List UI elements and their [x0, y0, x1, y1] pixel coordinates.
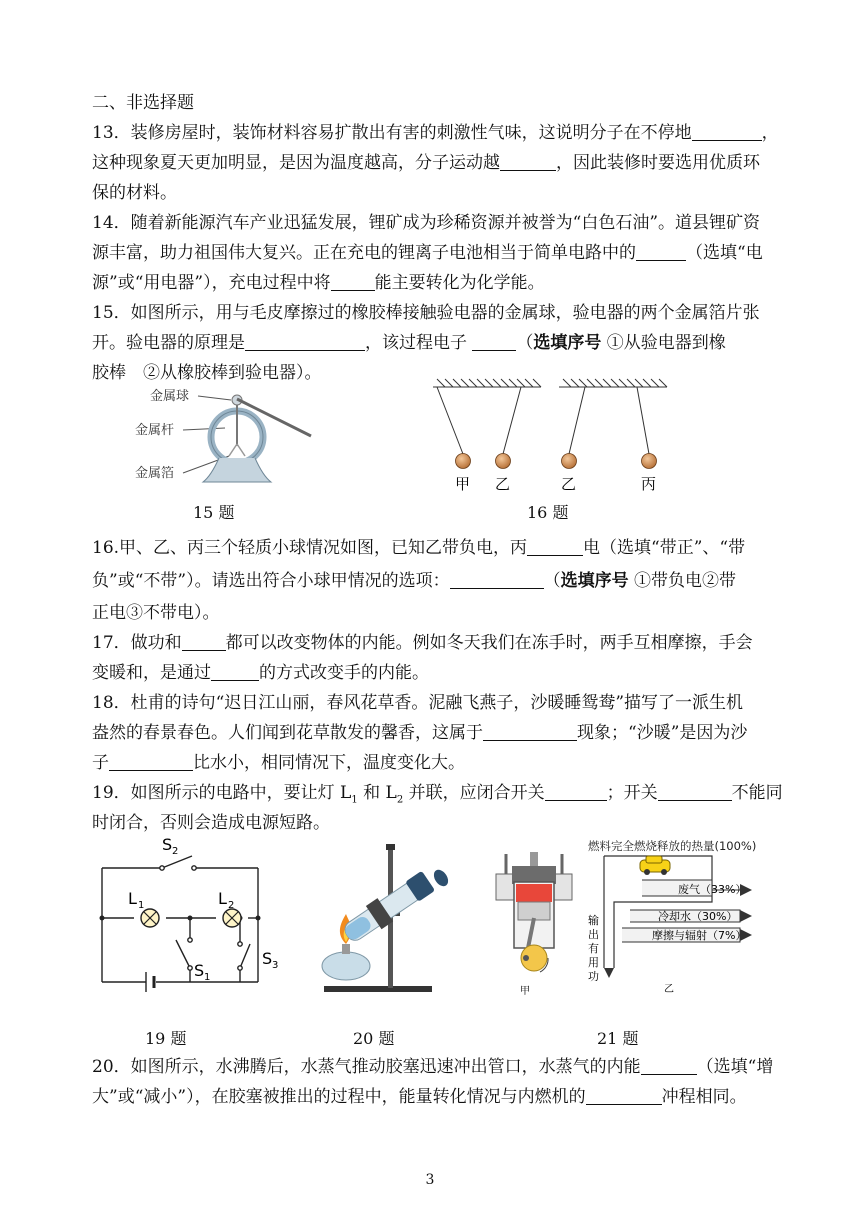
q20-line2: 大”或“减小”），在胶塞被推出的过程中，能量转化情况与内燃机的 冲程相同。 — [92, 1087, 747, 1107]
answer-blank[interactable] — [641, 1056, 697, 1075]
q16-line3: 正电③不带电）。 — [92, 603, 220, 623]
svg-text:乙: 乙 — [664, 984, 674, 995]
svg-text:燃料完全燃烧释放的热量(100%): 燃料完全燃烧释放的热量(100%) — [588, 839, 757, 853]
q17-line1: 17．做功和 都可以改变物体的内能。例如冬天我们在冻手时，两手互相摩擦，手会 — [92, 633, 753, 653]
svg-text:3: 3 — [272, 960, 279, 971]
q16-line2: 负”或“不带”）。请选出符合小球甲情况的选项： （选填序号 ①带负电②带 — [92, 571, 736, 591]
q20-line1: 20．如图所示，水沸腾后，水蒸气推动胶塞迅速冲出管口，水蒸气的内能 （选填“增 — [92, 1057, 774, 1077]
answer-blank[interactable] — [109, 752, 193, 771]
q18-line2: 盎然的春景春色。人们闻到花草散发的馨香，这属于 现象；“沙暖”是因为沙 — [92, 723, 748, 743]
q13-line1: 13．装修房屋时，装饰材料容易扩散出有害的刺激性气味，这说明分子在不停地 ， — [92, 123, 779, 143]
svg-text:金属箔: 金属箔 — [135, 466, 175, 481]
svg-text:有: 有 — [588, 942, 599, 955]
figure-21-engine — [490, 846, 578, 996]
svg-text:金属杆: 金属杆 — [135, 423, 175, 438]
svg-text:S: S — [262, 949, 273, 968]
svg-text:出: 出 — [588, 928, 599, 941]
svg-text:2: 2 — [172, 846, 179, 857]
figure-15-electroscope — [125, 384, 325, 494]
svg-text:乙: 乙 — [495, 475, 511, 493]
answer-blank[interactable] — [245, 332, 365, 351]
answer-blank[interactable] — [500, 152, 556, 171]
svg-text:2: 2 — [228, 900, 235, 911]
answer-blank[interactable] — [211, 662, 259, 681]
section-title: 二、非选择题 — [92, 93, 194, 113]
svg-text:甲: 甲 — [455, 475, 471, 493]
svg-text:1: 1 — [204, 972, 211, 983]
q13-line3: 保的材料。 — [92, 183, 177, 203]
svg-text:L: L — [218, 889, 227, 908]
answer-blank[interactable] — [658, 782, 732, 801]
svg-text:冷却水（30%）: 冷却水（30%） — [658, 910, 738, 923]
q15-line3: 胶棒 ②从橡胶棒到验电器）。 — [92, 363, 322, 383]
svg-text:用: 用 — [588, 956, 599, 969]
q15-line1: 15．如图所示，用与毛皮摩擦过的橡胶棒接触验电器的金属球，验电器的两个金属箔片张 — [92, 303, 760, 323]
svg-text:S: S — [194, 961, 205, 980]
svg-text:丙: 丙 — [641, 475, 657, 493]
page-number: 3 — [425, 1172, 435, 1188]
answer-blank[interactable] — [182, 632, 226, 651]
q15-line2: 开。验电器的原理是 ，该过程电子 （选填序号 ①从验电器到橡 — [92, 333, 726, 353]
svg-text:输: 输 — [588, 914, 599, 927]
caption-20: 20 题 — [353, 1029, 395, 1048]
answer-blank[interactable] — [331, 272, 375, 291]
figure-19-circuit — [90, 828, 290, 1003]
q19-line2: 时闭合，否则会造成电源短路。 — [92, 813, 330, 833]
answer-blank[interactable] — [692, 122, 762, 141]
answer-blank[interactable] — [472, 332, 516, 351]
svg-text:L: L — [128, 889, 137, 908]
q18-line1: 18．杜甫的诗句“迟日江山丽，春风花草香。泥融飞燕子，沙暖睡鸳鸯”描写了一派生机 — [92, 693, 744, 713]
svg-text:甲: 甲 — [520, 986, 530, 996]
q14-line1: 14．随着新能源汽车产业迅猛发展，锂矿成为珍稀资源并被誉为“白色石油”。道县锂矿资 — [92, 213, 761, 233]
q16-line1: 16.甲、乙、丙三个轻质小球情况如图，已知乙带负电，丙 电（选填“带正”、“带 — [92, 538, 746, 558]
caption-21: 21 题 — [597, 1029, 639, 1048]
q14-line2: 源丰富，助力祖国伟大复兴。正在充电的锂离子电池相当于简单电路中的 （选填“电 — [92, 243, 763, 263]
q19-line1: 19．如图所示的电路中，要让灯 $L_1$ 和 $L_2$ 并联，应闭合开关 ；开关 不能同 — [92, 783, 783, 806]
figure-21-energy-flow — [580, 832, 770, 1000]
figure-20-boiling-tube — [312, 840, 452, 1002]
answer-blank[interactable] — [527, 537, 583, 556]
answer-blank[interactable] — [586, 1086, 662, 1105]
caption-19: 19 题 — [145, 1029, 187, 1048]
svg-text:废气（33%）: 废气（33%） — [678, 883, 747, 896]
q14-line3: 源”或“用电器”），充电过程中将 能主要转化为化学能。 — [92, 273, 545, 293]
figure-16-charged-balls — [425, 375, 770, 495]
svg-text:金属球: 金属球 — [150, 389, 190, 404]
answer-blank[interactable] — [483, 722, 577, 741]
q18-line3: 子 比水小，相同情况下，温度变化大。 — [92, 753, 465, 773]
svg-text:功: 功 — [588, 970, 599, 983]
answer-blank[interactable] — [636, 242, 686, 261]
answer-blank[interactable] — [450, 570, 544, 589]
q13-line2: 这种现象夏天更加明显，是因为温度越高，分子运动越 ，因此装修时要选用优质环 — [92, 153, 760, 173]
caption-16: 16 题 — [527, 503, 569, 522]
caption-15: 15 题 — [193, 503, 235, 522]
svg-text:乙: 乙 — [561, 475, 577, 493]
svg-text:S: S — [162, 835, 173, 854]
answer-blank[interactable] — [545, 782, 607, 801]
svg-text:1: 1 — [138, 900, 145, 911]
q17-line2: 变暖和，是通过 的方式改变手的内能。 — [92, 663, 429, 683]
svg-text:摩擦与辐射（7%）: 摩擦与辐射（7%） — [652, 929, 747, 942]
